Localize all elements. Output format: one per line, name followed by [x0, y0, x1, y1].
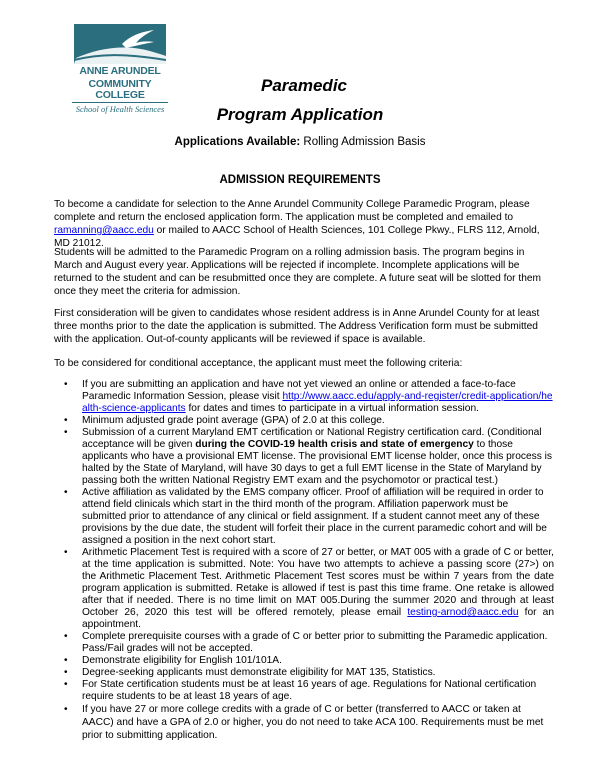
bird-logo-icon	[74, 24, 166, 64]
email-link-ramanning[interactable]: ramanning@aacc.edu	[54, 225, 154, 236]
info-session-link[interactable]: http://www.aacc.edu/apply-and-register/credit-application/health-science-applicants	[82, 391, 553, 414]
list-item	[54, 415, 554, 427]
college-logo	[70, 24, 170, 114]
criteria-text: to those applicants who have a provisional EMT license. The provisional EMT license holder, once this process is halted by the State of Maryland, will have 30 days to get a full EMT license in the State of Maryland by passing both the written National Registry EMT exam and the psychomotor or practical test.)	[82, 439, 552, 486]
logo-line-1: ANNE ARUNDEL	[79, 65, 161, 77]
criteria-text: Demonstrate eligibility for English 101/101A.	[82, 655, 282, 666]
page-title: Paramedic	[261, 76, 347, 95]
criteria-bold-text: during the COVID-19 health crisis and state of emergency	[195, 439, 474, 450]
list-item	[54, 379, 554, 415]
criteria-text: Submission of a current Maryland EMT certification or National Registry certification card. (Conditional acceptance will be given	[82, 427, 542, 450]
section-heading: ADMISSION REQUIREMENTS	[219, 174, 381, 186]
criteria-text: Active affiliation as validated by the EMS company officer. Proof of affiliation will be required in order to attend field clinicals which start in the third month of the program. Affiliation paperwork must be submitted prior to attendance of any clinical or field assignment. If a student cannot meet any of these provisions by the due date, the student will forfeit their place in the current paramedic cohort and will be assigned a position in the next cohort start.	[82, 487, 547, 546]
criteria-list	[54, 379, 554, 742]
paragraph-first-consideration: First consideration will be given to candidates whose resident address is in Anne Arundel County for at least three months prior to the date the application is submitted. The Address Verification form must be submitted with the application. Out-of-county applicants will be reviewed if space is available.	[54, 308, 540, 345]
criteria-text: If you are submitting an application and have not yet viewed an online or attended a face-to-face Paramedic Information Session, please visit	[82, 379, 516, 402]
criteria-text: If you have 27 or more college credits with a grade of C or better (transferred to AACC or taken at AACC) and have a GPA of 2.0 or higher, you do not need to take ACA 100. Requirements must be met prior to submitting application.	[82, 704, 544, 741]
criteria-text: Complete prerequisite courses with a grade of C or better prior to submitting the Paramedic application. Pass/Fail grades will not be accepted.	[82, 631, 548, 654]
bullet-icon: •	[64, 679, 68, 690]
logo-line-2: COMMUNITY COLLEGE	[88, 78, 152, 101]
criteria-text: For State certification students must be at least 16 years of age. Regulations for National certification require students to be at least 18 years of age.	[82, 679, 537, 702]
bullet-icon: •	[64, 655, 68, 666]
page-subtitle: Program Application	[216, 105, 384, 124]
logo-line-3: School of Health Sciences	[75, 104, 165, 114]
bullet-icon: •	[64, 379, 68, 390]
paragraph-intro	[54, 198, 550, 250]
availability-label: Applications Available:	[174, 136, 301, 148]
bullet-icon: •	[64, 427, 68, 438]
email-link-testing[interactable]: testing-arnod@aacc.edu	[407, 607, 519, 618]
list-item	[54, 427, 554, 487]
logo-divider	[72, 102, 168, 103]
bullet-icon: •	[64, 547, 68, 558]
list-item	[54, 631, 554, 655]
list-item	[54, 703, 554, 742]
list-item	[54, 655, 554, 667]
criteria-text: Arithmetic Placement Test is required with a score of 27 or better, or MAT 005 with a grade of C or better, at the time application is submitted. Note: You have two attempts to achieve a passing score (27>) on the Arithmetic Placement Test. Arithmetic Placement Test scores must be within 7 years from the date program application is submitted. Retake is allowed if test is past this time frame. One retake is allowed after that if needed. There is no time limit on MAT 005.During the summer 2020 and through at least October 26, 2020 this test will be offered remotely, please email	[82, 547, 554, 618]
paragraph-rolling-admission: Students will be admitted to the Paramedic Program on a rolling admission basis. The program begins in March and August every year. Applications will be rejected if incomplete. Incomplete applications will be returned to the student and can be resubmitted once they are complete. A future seat will be slotted for them once they meet the criteria for admission.	[54, 247, 542, 297]
criteria-text: for an appointment.	[82, 607, 554, 630]
criteria-text: Minimum adjusted grade point average (GPA) of 2.0 at this college.	[82, 415, 385, 426]
list-item	[54, 487, 554, 547]
intro-tail: or mailed to AACC School of Health Sciences, 101 College Pkwy., FLRS 112, Arnold, MD 21012.	[54, 225, 540, 249]
bullet-icon: •	[64, 415, 68, 426]
bullet-icon: •	[64, 631, 68, 642]
criteria-text: Degree-seeking applicants must demonstrate eligibility for MAT 135, Statistics.	[82, 667, 436, 678]
list-item	[54, 547, 554, 631]
criteria-text: for dates and times to participate in a virtual information session.	[185, 403, 479, 414]
list-item	[54, 679, 554, 703]
availability-line	[0, 136, 600, 148]
intro-text: To become a candidate for selection to the Anne Arundel Community College Paramedic Program, please complete and return the enclosed application form. The application must be completed and emailed to	[54, 199, 530, 223]
bullet-icon: •	[64, 667, 68, 678]
list-item	[54, 667, 554, 679]
bullet-icon: •	[64, 487, 68, 498]
bullet-icon: •	[64, 704, 68, 715]
paragraph-criteria-intro: To be considered for conditional acceptance, the applicant must meet the following criteria:	[54, 358, 463, 369]
availability-value: Rolling Admission Basis	[300, 136, 426, 148]
